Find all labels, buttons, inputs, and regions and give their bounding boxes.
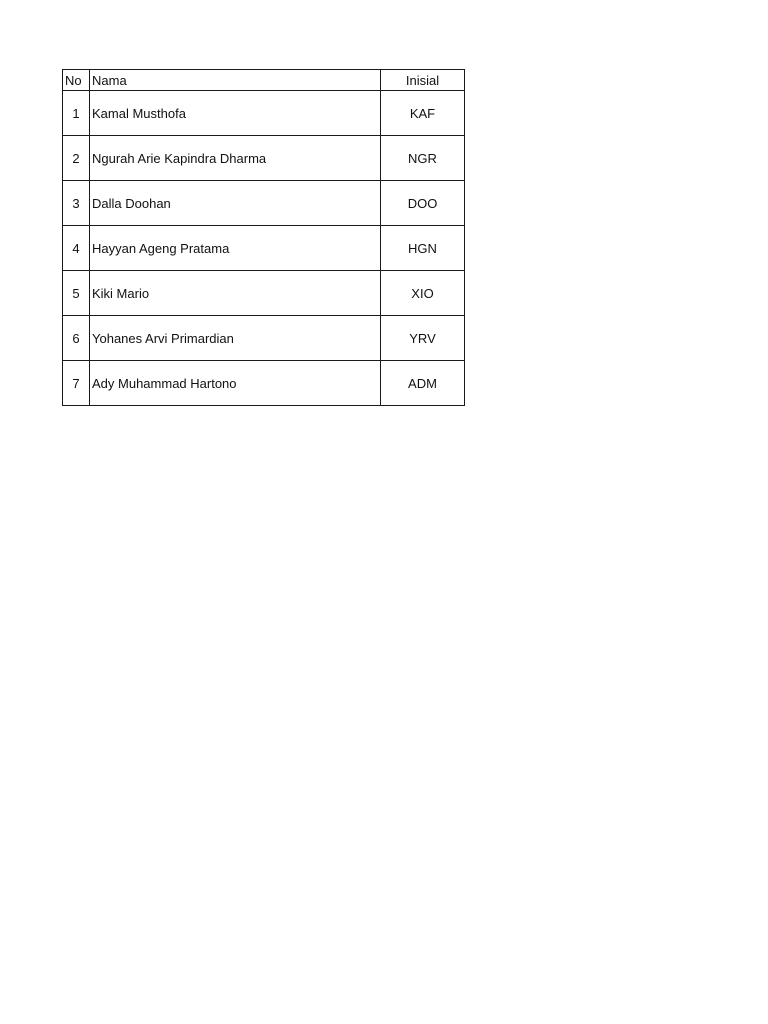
document-sheet bbox=[62, 69, 465, 406]
cell-name: Dalla Doohan bbox=[90, 181, 381, 226]
cell-no: 3 bbox=[63, 181, 90, 226]
cell-no: 7 bbox=[63, 361, 90, 406]
cell-initial: DOO bbox=[381, 181, 465, 226]
cell-initial: ADM bbox=[381, 361, 465, 406]
table-row bbox=[63, 136, 465, 181]
table-row bbox=[63, 226, 465, 271]
cell-initial: KAF bbox=[381, 91, 465, 136]
header-name: Nama bbox=[90, 70, 381, 91]
cell-initial: YRV bbox=[381, 316, 465, 361]
table-row bbox=[63, 316, 465, 361]
table-row bbox=[63, 361, 465, 406]
header-no: No bbox=[63, 70, 90, 91]
cell-no: 5 bbox=[63, 271, 90, 316]
cell-no: 2 bbox=[63, 136, 90, 181]
header-initial: Inisial bbox=[381, 70, 465, 91]
cell-name: Ady Muhammad Hartono bbox=[90, 361, 381, 406]
cell-initial: XIO bbox=[381, 271, 465, 316]
cell-name: Hayyan Ageng Pratama bbox=[90, 226, 381, 271]
table-body bbox=[63, 91, 465, 406]
roster-table bbox=[62, 69, 465, 406]
cell-no: 1 bbox=[63, 91, 90, 136]
table-row bbox=[63, 271, 465, 316]
header-row bbox=[63, 70, 465, 91]
cell-name: Yohanes Arvi Primardian bbox=[90, 316, 381, 361]
cell-name: Kiki Mario bbox=[90, 271, 381, 316]
cell-no: 6 bbox=[63, 316, 90, 361]
table-header bbox=[63, 70, 465, 91]
cell-initial: NGR bbox=[381, 136, 465, 181]
table-row bbox=[63, 181, 465, 226]
cell-name: Kamal Musthofa bbox=[90, 91, 381, 136]
cell-name: Ngurah Arie Kapindra Dharma bbox=[90, 136, 381, 181]
table-row bbox=[63, 91, 465, 136]
cell-initial: HGN bbox=[381, 226, 465, 271]
cell-no: 4 bbox=[63, 226, 90, 271]
